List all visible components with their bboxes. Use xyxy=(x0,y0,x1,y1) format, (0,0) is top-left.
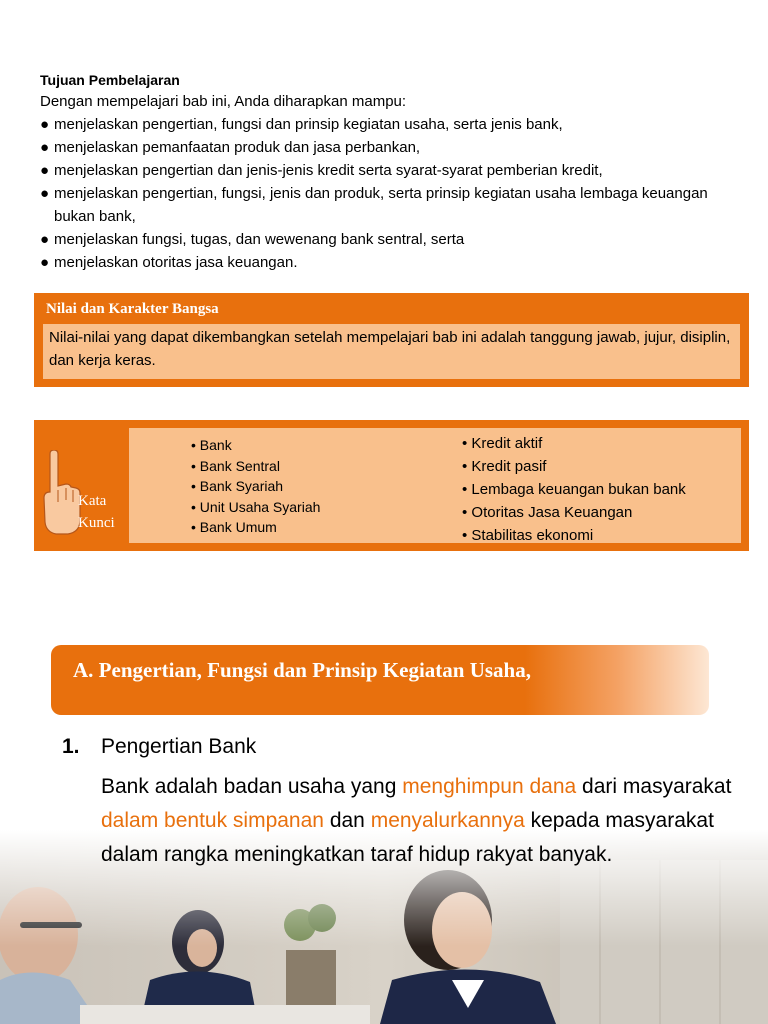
bullet: ● xyxy=(40,116,50,133)
bank-definition: Bank adalah badan usaha yang menghimpun dana dari masyarakat dalam bentuk simpanan dan menyalurkannya kepada masyarakat dalam rangka meningkatkan taraf hidup rakyat banyak. xyxy=(101,775,732,866)
objective-item: ● menjelaskan otoritas jasa keuangan. xyxy=(40,251,750,274)
keyword-item: • Bank xyxy=(191,437,232,453)
keyword-item: • Bank Sentral xyxy=(191,457,280,474)
keyword-item: • Unit Usaha Syariah xyxy=(191,498,321,515)
objectives-intro: Dengan mempelajari bab ini, Anda diharapkan mampu: xyxy=(40,93,407,110)
keyword-item: • Bank Umum xyxy=(191,519,277,535)
subsection-number: 1. xyxy=(62,735,80,758)
section-title: A. Pengertian, Fungsi dan Prinsip Kegiatan Usaha, xyxy=(73,658,531,682)
bullet: ● xyxy=(40,185,50,202)
keyword-item: • Otoritas Jasa Keuangan xyxy=(462,504,633,521)
bullet: ● xyxy=(40,162,50,179)
objective-item: ● menjelaskan pengertian, fungsi, jenis dan produk, serta prinsip kegiatan usaha lembaga keuangan bukan bank, xyxy=(40,182,750,228)
values-body: Nilai-nilai yang dapat dikembangkan setelah mempelajari bab ini adalah tanggung jawab, jujur, disiplin, dan kerja keras. xyxy=(43,324,740,379)
keywords-column-2 xyxy=(462,432,686,547)
objective-item: ● menjelaskan pengertian dan jenis-jenis kredit serta syarat-syarat pemberian kredit, xyxy=(40,159,750,182)
keyword-item: • Kredit aktif xyxy=(462,435,543,452)
highlight-term: menyalurkannya xyxy=(370,809,525,832)
keywords-column-1 xyxy=(191,435,320,538)
keyword-item: • Lembaga keuangan bukan bank xyxy=(462,481,686,498)
objectives-title: Tujuan Pembelajaran xyxy=(40,72,180,88)
objective-item: ● menjelaskan pemanfaatan produk dan jasa perbankan, xyxy=(40,136,750,159)
objective-item: ● menjelaskan pengertian, fungsi dan prinsip kegiatan usaha, serta jenis bank, xyxy=(40,113,750,136)
highlight-term: menghimpun dana xyxy=(402,775,577,798)
subsection-title: Pengertian Bank xyxy=(101,735,257,758)
keyword-item: • Bank Syariah xyxy=(191,478,284,494)
values-title: Nilai dan Karakter Bangsa xyxy=(46,301,219,317)
keyword-item: • Kredit pasif xyxy=(462,458,547,475)
highlight-term: dalam bentuk simpanan xyxy=(101,809,324,832)
bullet: ● xyxy=(40,139,50,156)
bullet: ● xyxy=(40,231,50,248)
keywords-label: Kata Kunci xyxy=(78,493,115,531)
keywords-side xyxy=(34,420,129,551)
keywords-panel xyxy=(129,428,741,543)
learning-objectives xyxy=(40,70,750,274)
bullet: ● xyxy=(40,254,50,271)
values-box xyxy=(34,293,749,387)
section-banner xyxy=(51,645,709,715)
objective-item: ● menjelaskan fungsi, tugas, dan wewenang bank sentral, serta xyxy=(40,228,750,251)
keyword-item: • Stabilitas ekonomi xyxy=(462,527,594,544)
keywords-box xyxy=(34,420,749,551)
